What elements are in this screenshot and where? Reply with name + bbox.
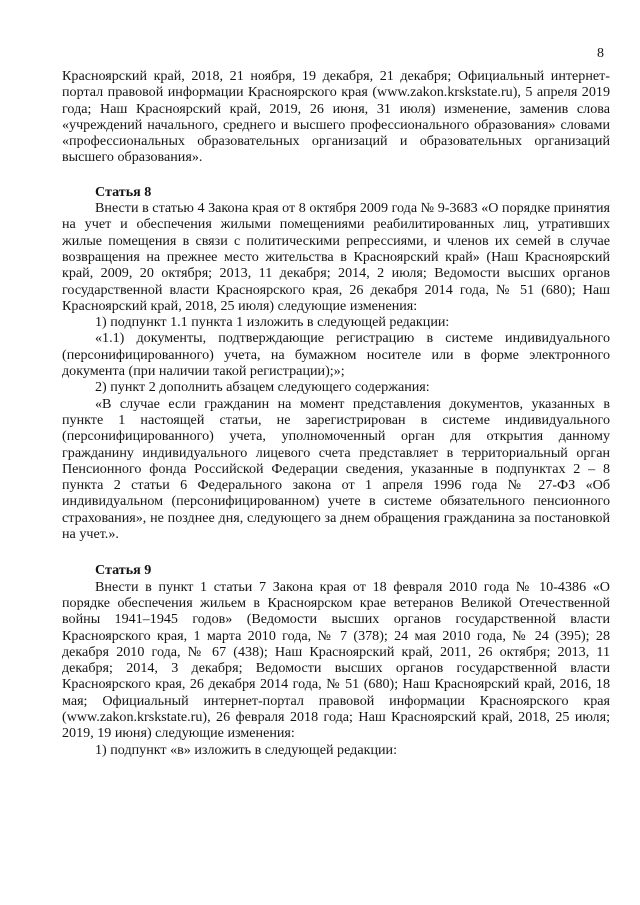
article-8-preamble: Внести в статью 4 Закона края от 8 октября 2009 года № 9-3683 «О порядке принятия на учет и обеспечения жилыми помещениями реабилитированных лиц, утративших жилые помещения в связи с политическими репрессиями, и членов их семей в случае возвращения на прежнее место жительства в Красноярский край» (Наш Красноярский край, 2009, 20 октября; 2013, 11 декабря; 2014, 2 июля; Ведомости высших органов государственной власти Красноярского края, 26 декабря 2014 года, № 51 (680); Наш Красноярский край, 2018, 25 июля) следующие изменения:	[62, 200, 610, 314]
article-8-item-2-intro: 2) пункт 2 дополнить абзацем следующего содержания:	[95, 379, 430, 396]
article-8-item-1-text: «1.1) документы, подтверждающие регистрацию в системе индивидуального (персонифицированного) учета, на бумажном носителе или в форме электронного документа (при наличии такой регистрации);»;	[62, 330, 610, 380]
article-9-item-1-intro: 1) подпункт «в» изложить в следующей редакции:	[95, 741, 397, 758]
intro-paragraph: Красноярский край, 2018, 21 ноября, 19 декабря, 21 декабря; Официальный интернет-портал правовой информации Красноярского края (www.zakon.krskstate.ru), 5 апреля 2019 года; Наш Красноярский край, 2019, 26 июня, 31 июля) изменение, заменив слова «учреждений начального, среднего и высшего профессионального образования» словами «профессиональных образовательных организаций и образовательных организаций высшего образования».	[62, 68, 610, 166]
document-body	[62, 68, 610, 758]
article-8-item-1-intro: 1) подпункт 1.1 пункта 1 изложить в следующей редакции:	[95, 314, 450, 331]
article-9-heading: Статья 9	[95, 562, 152, 579]
article-9-preamble: Внести в пункт 1 статьи 7 Закона края от 18 февраля 2010 года № 10-4386 «О порядке обеспечения жильем в Красноярском крае ветеранов Великой Отечественной войны 1941–1945 годов» (Ведомости высших органов государственной власти Красноярского края, 1 марта 2010 года, № 7 (378); 24 мая 2010 года, № 24 (395); 28 декабря 2010 года, № 67 (438); Наш Красноярский край, 2011, 26 октября; 2013, 11 декабря; 2014, 3 декабря; Ведомости высших органов государственной власти Красноярского края, 26 декабря 2014 года, № 51 (680); Наш Красноярский край, 2016, 18 мая; Официальный интернет-портал правовой информации Красноярского края (www.zakon.krskstate.ru), 26 февраля 2018 года; Наш Красноярский край, 2018, 25 июля; 2019, 19 июня) следующие изменения:	[62, 578, 610, 742]
article-8-item-2-text: «В случае если гражданин на момент представления документов, указанных в пункте 1 настоящей статьи, не зарегистрирован в системе индивидуального (персонифицированного) учета, уполномоченный орган для открытия данному гражданину индивидуального лицевого счета представляет в территориальный орган Пенсионного фонда Российской Федерации сведения, указанные в подпунктах 2 – 8 пункта 2 статьи 6 Федерального закона от 1 апреля 1996 года № 27-ФЗ «Об индивидуальном (персонифицированном) учете в системе обязательного пенсионного страхования», не позднее дня, следующего за днем обращения гражданина за постановкой на учет.».	[62, 395, 610, 543]
article-8-heading: Статья 8	[95, 183, 152, 200]
page-number: 8	[597, 46, 604, 61]
